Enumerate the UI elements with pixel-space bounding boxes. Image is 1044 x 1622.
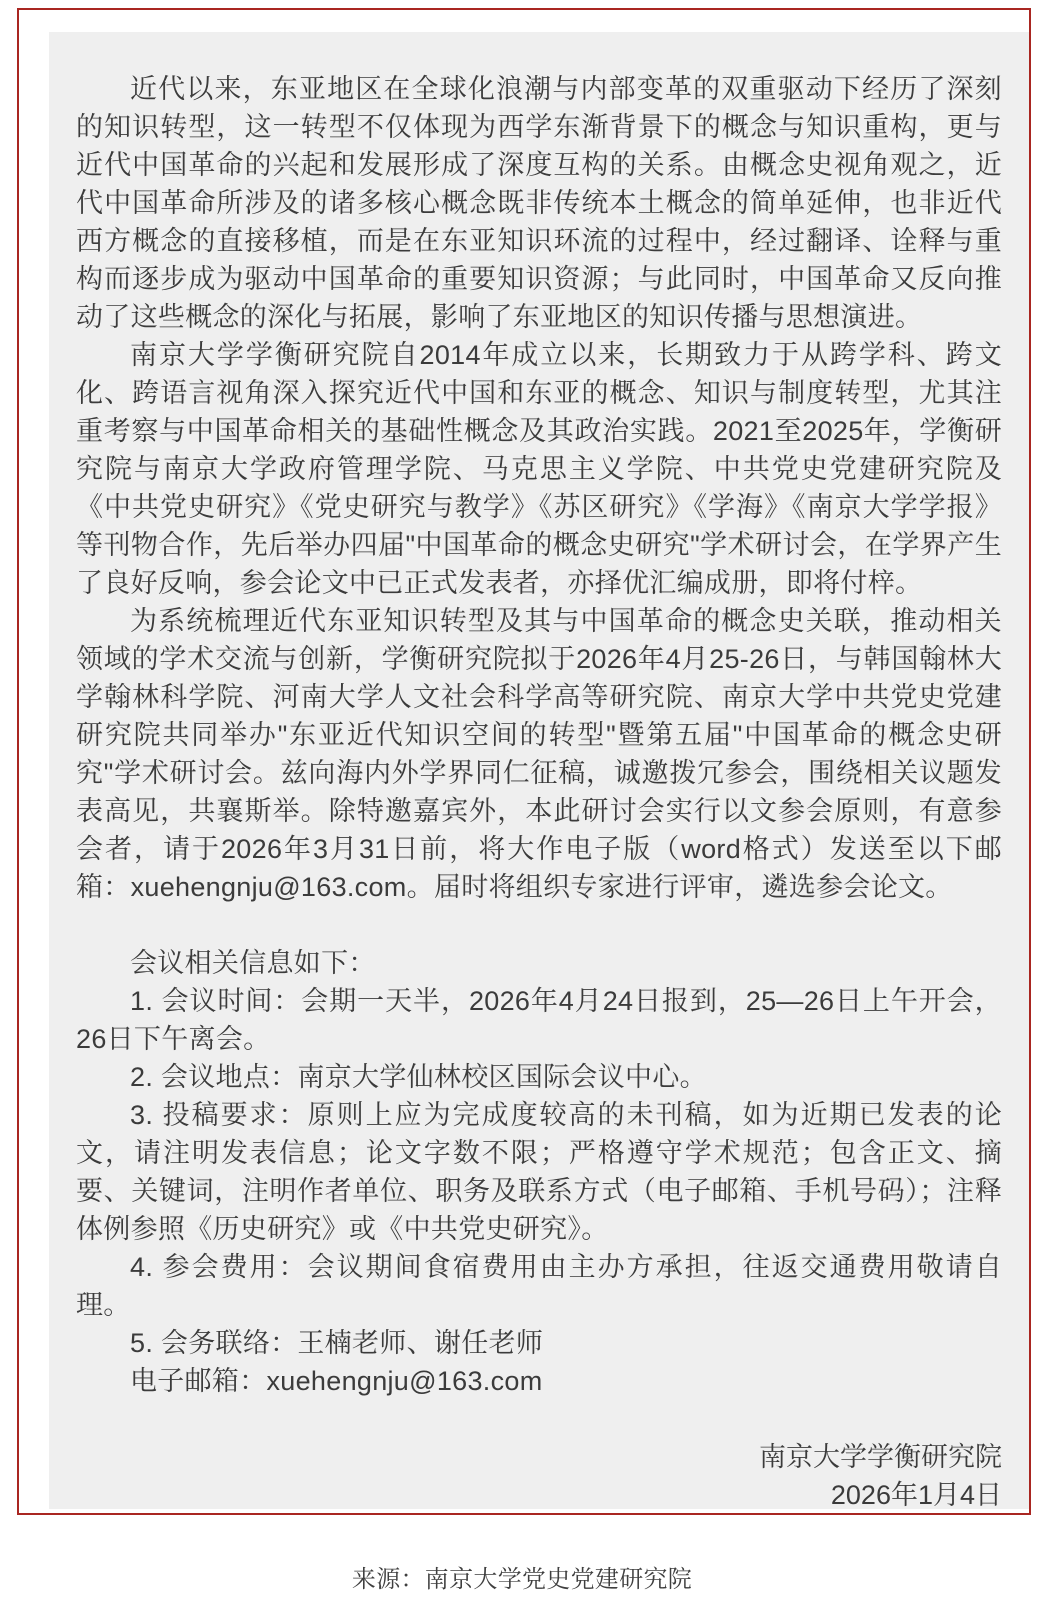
info-item-venue: 2. 会议地点：南京大学仙林校区国际会议中心。 — [130, 1062, 707, 1092]
info-heading: 会议相关信息如下： — [130, 948, 376, 978]
signature-organization: 南京大学学衡研究院 — [759, 1442, 1002, 1472]
intro-paragraph: 近代以来，东亚地区在全球化浪潮与内部变革的双重驱动下经历了深刻的知识转型，这一转型不仅体现为西学东渐背景下的概念与知识重构，更与近代中国革命的兴起和发展形成了深度互构的关系。由概念史视角观之，近代中国革命所涉及的诸多核心概念既非传统本土概念的简单延伸，也非近代西方概念的直接移植，而是在东亚知识环流的过程中，经过翻译、诠释与重构而逐步成为驱动中国革命的重要知识资源；与此同时，中国革命又反向推动了这些概念的深化与拓展，影响了东亚地区的知识传播与思想演进。 — [76, 74, 1002, 332]
signature-block — [76, 1438, 1002, 1509]
info-item-fees: 4. 参会费用：会议期间食宿费用由主办方承担，往返交通费用敬请自理。 — [76, 1252, 1002, 1320]
institute-background-paragraph: 南京大学学衡研究院自2014年成立以来，长期致力于从跨学科、跨文化、跨语言视角深入探究近代中国和东亚的概念、知识与制度转型，尤其注重考察与中国革命相关的基础性概念及其政治实践。2021至2025年，学衡研究院与南京大学政府管理学院、马克思主义学院、中共党史党建研究院及《中共党史研究》《党史研究与教学》《苏区研究》《学海》《南京大学学报》等刊物合作，先后举办四届"中国革命的概念史研究"学术研讨会，在学界产生了良好反响，参会论文中已正式发表者，亦择优汇编成册，即将付梓。 — [76, 340, 1002, 598]
info-item-time: 1. 会议时间：会期一天半，2026年4月24日报到，25—26日上午开会，26日下午离会。 — [76, 986, 1002, 1054]
signature-date: 2026年1月4日 — [830, 1480, 1002, 1509]
blank-line — [76, 906, 1002, 944]
info-item-email: 电子邮箱：xuehengnju@163.com — [130, 1366, 543, 1396]
blank-line — [76, 1400, 1002, 1438]
call-for-papers-paragraph: 为系统梳理近代东亚知识转型及其与中国革命的概念史关联，推动相关领域的学术交流与创新，学衡研究院拟于2026年4月25-26日，与韩国翰林大学翰林科学院、河南大学人文社会科学高等研究院、南京大学中共党史党建研究院共同举办"东亚近代知识空间的转型"暨第五届"中国革命的概念史研究"学术研讨会。兹向海内外学界同仁征稿，诚邀拨冗参会，围绕相关议题发表高见，共襄斯举。除特邀嘉宾外，本此研讨会实行以文参会原则，有意参会者，请于2026年3月31日前，将大作电子版（word格式）发送至以下邮箱：xuehengnju@163.com。届时将组织专家进行评审，遴选参会论文。 — [76, 606, 1002, 902]
info-item-submission: 3. 投稿要求：原则上应为完成度较高的未刊稿，如为近期已发表的论文，请注明发表信息；论文字数不限；严格遵守学术规范；包含正文、摘要、关键词，注明作者单位、职务及联系方式（电子邮箱、手机号码）；注释体例参照《历史研究》或《中共党史研究》。 — [76, 1100, 1002, 1244]
announcement-frame — [17, 8, 1031, 1515]
footer-source: 来源：南京大学党史党建研究院 — [351, 1566, 693, 1593]
info-item-contacts: 5. 会务联络：王楠老师、谢任老师 — [130, 1328, 544, 1358]
announcement-body — [49, 32, 1029, 1509]
